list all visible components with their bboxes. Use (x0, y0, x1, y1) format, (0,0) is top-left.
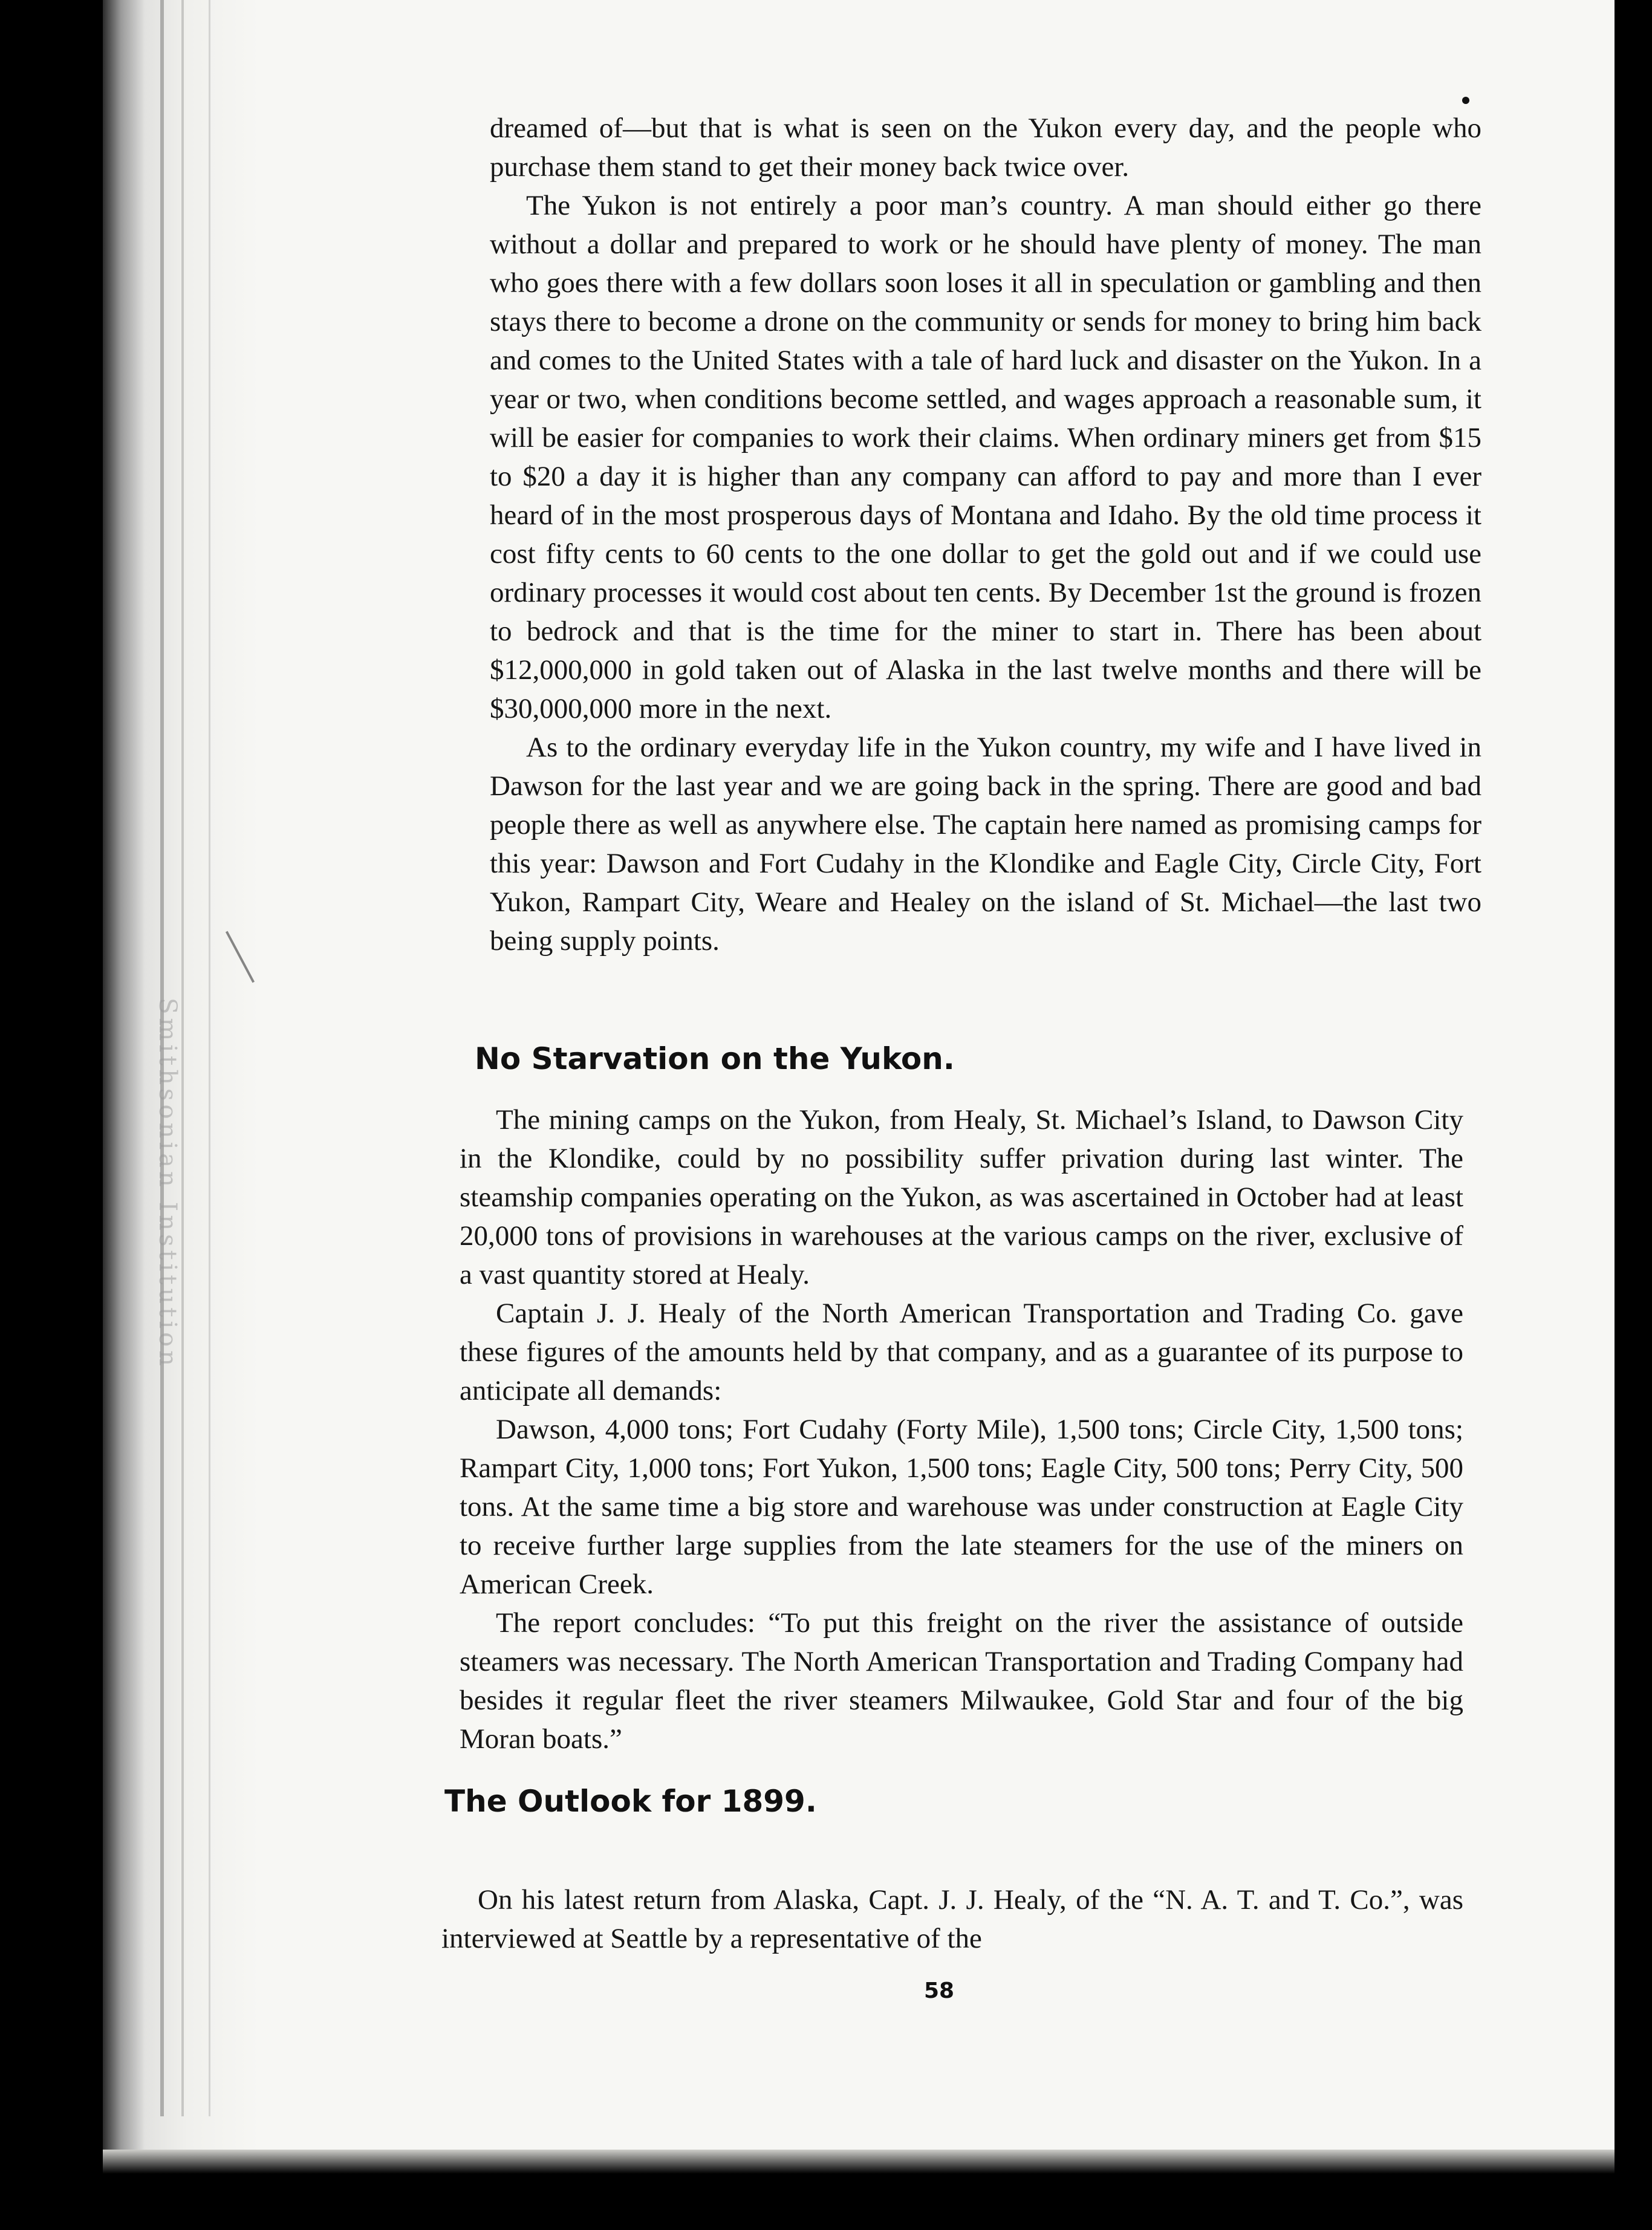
ink-speck (1462, 97, 1469, 104)
body-paragraph: Captain J. J. Healy of the North American Transportation and Trading Co. gave these figures of the amounts held by that company, and as a guarantee of its purpose to anticipate all demands: (460, 1298, 1463, 1406)
body-paragraph: dreamed of—but that is what is seen on the Yukon every day, and the people who purchase them stand to get their money back twice over. (490, 112, 1481, 183)
body-paragraph: Dawson, 4,000 tons; Fort Cudahy (Forty Mile), 1,500 tons; Circle City, 1,500 tons; Rampart City, 1,000 tons; Fort Yukon, 1,500 tons; Eagle City, 500 tons; Perry City, 500 tons. At the same time a big store and warehouse was under construction at Eagle City to receive further large supplies from the late steamers for the use of the miners on American Creek. (460, 1414, 1463, 1600)
binding-line (181, 0, 184, 2116)
page-number: 58 (924, 1978, 955, 2003)
body-paragraph: The report concludes: “To put this freight on the river the assistance of outside steamers was necessary. The North American Transportation and Trading Company had besides it regular fleet the river steamers Milwaukee, Gold Star and four of the big Moran boats.” (460, 1607, 1463, 1755)
body-paragraph: As to the ordinary everyday life in the Yukon country, my wife and I have lived in Dawson for the last year and we are going back in the spring. There are good and bad people there as well as anywhere else. The captain here named as promising camps for this year: Dawson and Fort Cudahy in the Klondike and Eagle City, Circle City, Fort Yukon, Rampart City, Weare and Healey on the island of St. Michael—the last two being supply points. (490, 732, 1481, 957)
section-heading-outlook: The Outlook for 1899. (444, 1784, 817, 1819)
outlook-text-block (441, 1881, 1463, 1958)
section-heading-starvation: No Starvation on the Yukon. (475, 1041, 955, 1076)
starvation-text-block (460, 1100, 1463, 1758)
margin-stamp: Smithsonian Institution (154, 998, 181, 1370)
body-paragraph: The mining camps on the Yukon, from Healy, St. Michael’s Island, to Dawson City in the Klondike, could by no possibility suffer privation during last winter. The steamship companies operating on the Yukon, as was ascertained in October had at least 20,000 tons of provisions in warehouses at the various camps on the river, exclusive of a vast quantity stored at Healy. (460, 1104, 1463, 1290)
opening-text-block (490, 109, 1481, 960)
binding-line (209, 0, 210, 2116)
body-paragraph: On his latest return from Alaska, Capt. J. J. Healy, of the “N. A. T. and T. Co.”, was interviewed at Seattle by a representative of the (441, 1884, 1463, 1954)
page-bottom-edge (103, 2150, 1615, 2174)
body-paragraph: The Yukon is not entirely a poor man’s country. A man should either go there without a dollar and prepared to work or he should have plenty of money. The man who goes there with a few dollars soon loses it all in speculation or gambling and then stays there to become a drone on the community or sends for money to bring him back and comes to the United States with a tale of hard luck and disaster on the Yukon. In a year or two, when conditions become settled, and wages approach a reasonable sum, it will be easier for companies to work their claims. When ordinary miners get from $15 to $20 a day it is higher than any company can afford to pay and more than I ever heard of in the most prosperous days of Montana and Idaho. By the old time process it cost fifty cents to 60 cents to the one dollar to get the gold out and if we could use ordinary processes it would cost about ten cents. By December 1st the ground is frozen to bedrock and that is the time for the miner to start in. There has been about $12,000,000 in gold taken out of Alaska in the last twelve months and there will be $30,000,000 more in the next. (490, 190, 1481, 724)
